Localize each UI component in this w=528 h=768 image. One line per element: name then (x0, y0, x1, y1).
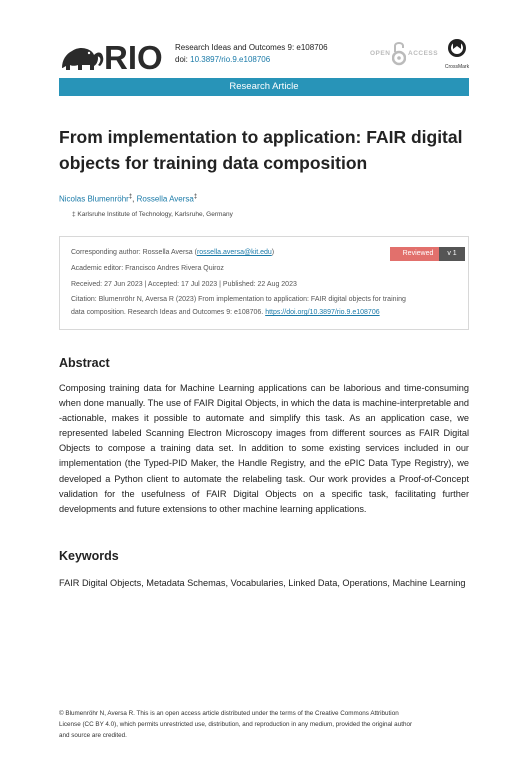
corresponding-suffix: ) (271, 249, 275, 256)
doi-line (175, 54, 328, 66)
abstract-heading: Abstract (59, 356, 110, 370)
academic-editor: Academic editor: Francisco Andres Rivera Quiroz (71, 265, 224, 272)
elephant-logo-icon (60, 38, 170, 72)
article-title: From implementation to application: FAIR digital objects for training data composition (59, 127, 463, 173)
article-type-bar: Research Article (59, 78, 469, 96)
journal-info (175, 42, 328, 66)
author-list (59, 194, 197, 204)
rio-logo[interactable] (60, 38, 170, 72)
author-separator: , (132, 194, 137, 204)
license-line-1: © Blumenröhr N, Aversa R. This is an open access article distributed under the terms of the Creative Commons Attribution (59, 710, 399, 717)
license-footer (59, 708, 469, 742)
open-access-badge (370, 40, 440, 70)
license-line-3: and source are credited. (59, 732, 127, 740)
author-name[interactable]: Rossella Aversa (136, 194, 194, 204)
crossmark-label: CrossMark (444, 64, 470, 70)
crossmark-icon (447, 38, 467, 58)
open-access-right: ACCESS (408, 50, 439, 57)
affiliation-mark: ‡ (193, 194, 198, 200)
keywords-heading: Keywords (59, 549, 119, 563)
license-line-2: License (CC BY 4.0), which permits unrestricted use, distribution, and reproduction in any medium, provided the original author (59, 721, 413, 729)
crossmark[interactable] (444, 38, 470, 70)
citation-doi-link[interactable]: https://doi.org/10.3897/rio.9.e108706 (265, 309, 380, 316)
doi-link[interactable]: 10.3897/rio.9.e108706 (190, 55, 271, 64)
citation-line-1: Citation: Blumenröhr N, Aversa R (2023) From implementation to application: FAIR digital objects for training (71, 296, 406, 303)
affiliation-mark: ‡ (128, 194, 133, 200)
reviewed-badge[interactable]: Reviewed (390, 247, 446, 261)
article-dates: Received: 27 Jun 2023 | Accepted: 17 Jul 2023 | Published: 22 Aug 2023 (71, 281, 297, 288)
abstract-text: Composing training data for Machine Learning applications can be laborious and time-consuming when done manually. The use of FAIR Digital Objects, in which the data is machine-interpretable and -actionable, makes it possible to automate and simplify this task. As an application case, we represented labeled Scanning Electron Microscopy images from different sources as FAIR Digital Objects to compose a training data set. In addition to some existing services included in our implementation (the Typed-PID Maker, the Handle Registry, and the ePIC Data Type Registry), we developed a Python client to automate the relabeling task. Our work provides a Proof-of-Concept validation for the usefulness of FAIR Digital Objects on a specific task, facilitating further developments and future extensions to other machine learning applications. (59, 383, 469, 514)
keywords-text: FAIR Digital Objects, Metadata Schemas, Vocabularies, Linked Data, Operations, Machine Learning (59, 578, 466, 588)
journal-citation-line: Research Ideas and Outcomes 9: e108706 (175, 43, 328, 52)
doi-prefix: doi: (175, 55, 191, 64)
logo-text: RIO (104, 39, 163, 72)
version-badge[interactable]: v 1 (439, 247, 465, 261)
affiliation: ‡ Karlsruhe Institute of Technology, Karlsruhe, Germany (72, 211, 233, 218)
citation-text: data composition. Research Ideas and Outcomes 9: e108706. (71, 309, 266, 316)
corresponding-email-link[interactable]: rossella.aversa@kit.edu (196, 249, 272, 256)
citation-line-2 (71, 309, 380, 316)
author-name[interactable]: Nicolas Blumenröhr (59, 194, 129, 204)
open-access-left: OPEN (370, 50, 391, 57)
article-meta-box (59, 236, 469, 330)
journal-header (60, 38, 470, 74)
corresponding-author (71, 249, 274, 256)
open-access-lock-icon (392, 40, 406, 66)
corresponding-prefix: Corresponding author: Rossella Aversa ( (71, 249, 197, 256)
